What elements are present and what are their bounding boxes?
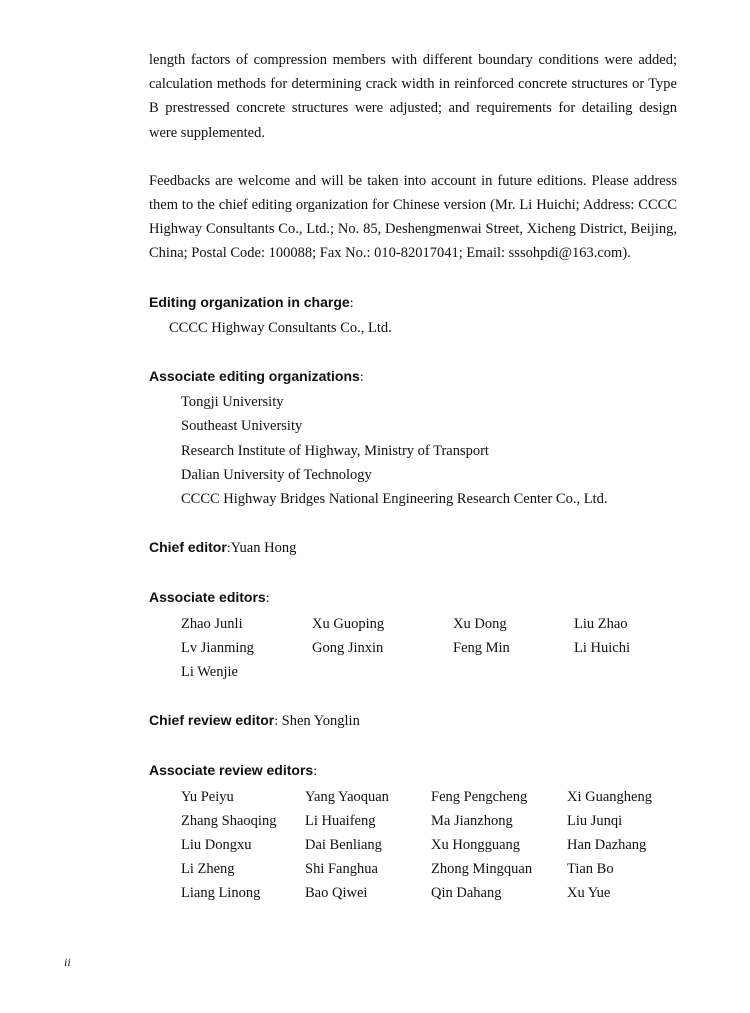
associate-org-item: Dalian University of Technology — [181, 466, 372, 483]
associate-review-editor-name: Xu Yue — [567, 885, 611, 902]
associate-review-editor-name: Shi Fanghua — [305, 861, 378, 878]
associate-review-editors-heading: Associate review editors — [149, 762, 314, 779]
editing-org-name: CCCC Highway Consultants Co., Ltd. — [169, 319, 392, 336]
associate-review-editor-name: Liang Linong — [181, 885, 261, 902]
associate-review-editor-name: Zhang Shaoqing — [181, 812, 277, 829]
associate-review-editor-name: Yu Peiyu — [181, 788, 234, 805]
associate-review-editor-name: Dai Benliang — [305, 837, 382, 854]
associate-org-item: Tongji University — [181, 394, 284, 411]
associate-orgs-heading: Associate editing organizations — [149, 368, 360, 385]
associate-editor-name: Li Wenjie — [181, 664, 238, 681]
associate-review-editor-name: Ma Jianzhong — [431, 812, 513, 829]
associate-editor-name: Lv Jianming — [181, 639, 254, 656]
associate-editor-name: Feng Min — [453, 639, 510, 656]
associate-review-editor-name: Tian Bo — [567, 861, 614, 878]
associate-editor-name: Li Huichi — [574, 639, 630, 656]
associate-editors-grid — [149, 612, 677, 685]
associate-review-editor-name: Bao Qiwei — [305, 885, 368, 902]
editing-org-heading: Editing organization in charge — [149, 293, 350, 310]
associate-editors-section: Associate editors: Zhao Junli Xu Guoping Xu Dong Liu Zhao Lv Jianming Gong Jinxin Feng Min Li Huichi Li Wenjie — [149, 585, 677, 684]
paragraph-feedback: Feedbacks are welcome and will be taken into account in future editions. Please address them to the chief editing organization for Chinese version (Mr. Li Huichi; Address: CCCC Highway Consultants Co., Ltd.; No. 85, Deshengmenwai Street, Xicheng District, Beijing, China; Postal Code: 100088; Fax No.: 010-82017041; Email: sssohpdi@163.com). — [149, 172, 677, 262]
associate-review-editor-name: Li Zheng — [181, 861, 235, 878]
associate-review-editor-name: Xi Guangheng — [567, 788, 652, 805]
associate-orgs-section: Associate editing organizations: Tongji University Southeast University Research Institute of Highway, Ministry of Transport Dalian University of Technology CCCC Highway Bridges National Engineering Research Center Co., Ltd. — [149, 364, 677, 511]
associate-review-editors-section: Associate review editors: Yu Peiyu Yang Yaoquan Feng Pengcheng Xi Guangheng Zhang Shaoqing Li Huaifeng Ma Jianzhong Liu Junqi Liu Dongxu Dai Benliang Xu Hongguang Han Dazhang Li Zheng Shi Fanghua Zhong Mingquan Tian Bo Liang Linong Bao Qiwei Qin Dahang Xu Yue — [149, 758, 677, 905]
chief-editor-name: Yuan Hong — [230, 540, 297, 557]
document-page — [149, 48, 677, 906]
associate-review-editor-name: Feng Pengcheng — [431, 788, 528, 805]
associate-review-editor-name: Yang Yaoquan — [305, 788, 389, 805]
chief-editor-section: Chief editor:Yuan Hong — [149, 539, 297, 557]
associate-orgs-list — [149, 390, 677, 511]
paragraph-revisions: length factors of compression members with different boundary conditions were added; calculation methods for determining crack width in reinforced concrete structures or Type B prestressed concrete structures were adjusted; and requirements for detailing design were supplemented. — [149, 52, 677, 141]
chief-review-editor-name: Shen Yonglin — [281, 713, 360, 730]
associate-editor-name: Zhao Junli — [181, 615, 243, 632]
associate-editor-name: Xu Guoping — [312, 615, 385, 632]
associate-review-editor-name: Qin Dahang — [431, 885, 502, 902]
associate-org-item: CCCC Highway Bridges National Engineering Research Center Co., Ltd. — [181, 491, 608, 508]
associate-editor-name: Xu Dong — [453, 615, 507, 632]
chief-editor-heading: Chief editor — [149, 539, 227, 556]
chief-review-editor-section: Chief review editor: Shen Yonglin — [149, 712, 360, 730]
associate-review-editor-name: Xu Hongguang — [431, 837, 521, 854]
associate-editor-name: Gong Jinxin — [312, 639, 384, 656]
editing-org-section: Editing organization in charge: CCCC Highway Consultants Co., Ltd. — [149, 290, 677, 340]
associate-review-editor-name: Liu Junqi — [567, 812, 623, 829]
chief-review-editor-heading: Chief review editor — [149, 712, 275, 729]
associate-review-editor-name: Zhong Mingquan — [431, 861, 533, 878]
associate-editors-heading: Associate editors — [149, 589, 266, 606]
associate-org-item: Research Institute of Highway, Ministry of Transport — [181, 442, 489, 459]
associate-org-item: Southeast University — [181, 418, 303, 435]
page-number: ii — [64, 955, 71, 969]
associate-editor-name: Liu Zhao — [574, 615, 628, 632]
associate-review-editors-grid — [149, 785, 677, 906]
associate-review-editor-name: Li Huaifeng — [305, 812, 376, 829]
associate-review-editor-name: Han Dazhang — [567, 837, 647, 854]
associate-review-editor-name: Liu Dongxu — [181, 837, 252, 854]
